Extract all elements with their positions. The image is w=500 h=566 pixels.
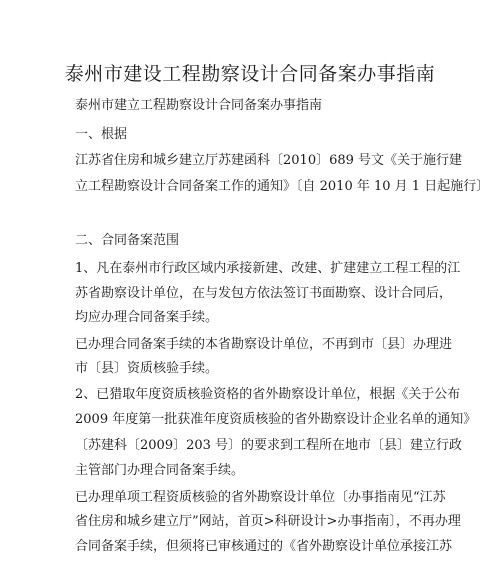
paragraph-line: 苏省勘察设计单位，在与发包方依法签订书面勘察、设计合同后，: [75, 286, 453, 301]
paragraph-line: 1、凡在泰州市行政区域内承接新建、改建、扩建建立工程工程的江: [75, 261, 461, 276]
paragraph-line: 市〔县〕资质核验手续。: [75, 361, 219, 376]
paragraph-line: 〔苏建科〔2009〕203 号〕的要求到工程所在地市〔县〕建立行政: [75, 438, 463, 453]
paragraph-line: 已办理单项工程资质核验的省外勘察设计单位〔办事指南见“江苏: [75, 490, 446, 505]
paragraph-line: 江苏省住房和城乡建立厅苏建函科〔2010〕689 号文《关于施行建: [75, 153, 463, 168]
paragraph-line: 主管部门办理合同备案手续。: [75, 463, 245, 478]
paragraph-line: 均应办理合同备案手续。: [75, 310, 219, 325]
paragraph-line: 立工程勘察设计合同备案工作的通知》〔自 2010 年 10 月 1 日起施行〕: [75, 179, 490, 194]
document-subtitle: 泰州市建立工程勘察设计合同备案办事指南: [75, 98, 323, 113]
paragraph-line: 2009 年度第一批获准年度资质核验的省外勘察设计企业名单的通知》: [75, 412, 477, 427]
section-heading-basis: 一、根据: [75, 127, 128, 142]
paragraph-line: 已办理合同备案手续的本省勘察设计单位，不再到市〔县〕办理进: [75, 337, 453, 352]
document-title: 泰州市建设工程勘察设计合同备案办事指南: [64, 63, 436, 85]
section-heading-scope: 二、合同备案范围: [75, 233, 180, 248]
paragraph-line: 2、已猎取年度资质核验资格的省外勘察设计单位，根据《关于公布: [75, 387, 461, 402]
paragraph-line: 省住房和城乡建立厅”网站，首页>科研设计>办事指南〕，不再办理: [75, 514, 461, 529]
paragraph-line: 合同备案手续，但须将已审核通过的《省外勘察设计单位承接江苏: [75, 539, 453, 554]
